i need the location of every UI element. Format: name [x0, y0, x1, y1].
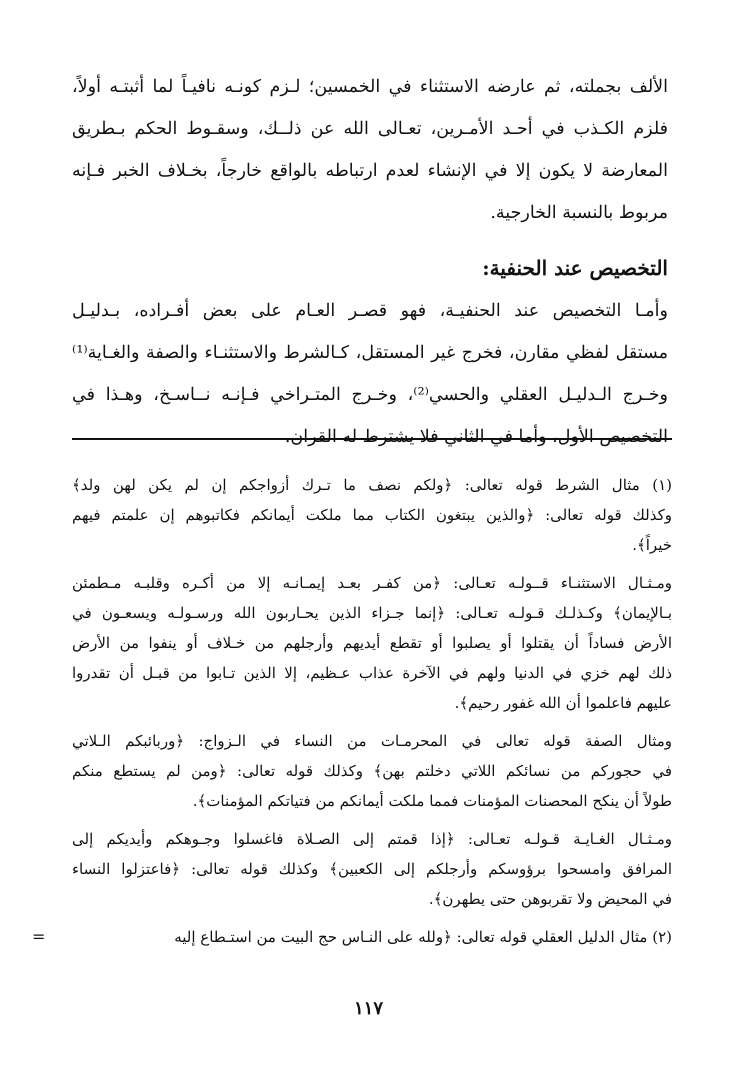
footnote-line: وكذلك قوله تعالى: ﴿والذين يبتغون الكتاب مما ملكت أيمانكم فكاتبوهم إن علمتم فيهم	[72, 506, 672, 524]
paragraph-line: الألف بجملته، ثم عارضه الاستثناء في الخمسين؛ لـزم كونـه نافيـاً لما أثبتـه أولاً،	[72, 77, 668, 97]
footnote-line: المرافق وامسحوا برؤوسكم وأرجلكم إلى الكعبين﴾ وكذلك قوله تعالى: ﴿فاعتزلوا النساء	[72, 860, 672, 878]
footnote-divider	[72, 438, 672, 440]
footnote-rational-evidence	[32, 922, 672, 952]
footnote-line: ومـثـال الاستثنـاء قــولـه تعـالى: ﴿من كفـر بعـد إيمـانـه إلا من أكـره وقلبـه مـطمئن	[72, 574, 672, 592]
paragraph-line: المعارضة لا يكون إلا في الإنشاء لعدم ارتباطه بالواقع خارجاً، بخـلاف الخبر فـإنه	[72, 161, 668, 181]
footnote-limit	[72, 824, 672, 914]
footnote-line: طولاً أن ينكح المحصنات المؤمنات فمما ملكت أيمانكم من فتياتكم المؤمنات﴾.	[192, 792, 672, 810]
section-heading: التخصيص عند الحنفية:	[482, 256, 668, 280]
paragraph-line: التخصيص الأول، وأما في الثاني فلا يشترط له القران.	[284, 427, 668, 447]
footnote-line: (١) مثال الشرط قوله تعالى: ﴿ولكم نصف ما تـرك أزواجكم إن لم يكن لهن ولد﴾	[72, 476, 672, 494]
paragraph-line: وأمـا التخصيص عند الحنفيـة، فهو قصـر العـام على بعض أفـراده، بـدليـل	[72, 301, 668, 321]
footnote-line: (٢) مثال الدليل العقلي قوله تعالى: ﴿ولله على النـاس حج البيت من استـطاع إليه	[174, 928, 672, 946]
paragraph-line: مستقل لفظي مقارن، فخرج غير المستقل، كـالشرط والاستثنـاء والصفة والغـاية⁽¹⁾	[72, 343, 668, 363]
footnote-condition	[72, 470, 672, 560]
footnote-exception	[72, 568, 672, 718]
footnote-line: ومثال الصفة قوله تعالى في المحرمـات من النساء في الـزواج: ﴿وربائبكم الـلاتي	[72, 732, 672, 750]
footnotes	[32, 470, 672, 960]
footnote-line: خيراً﴾.	[632, 536, 672, 554]
main-text	[72, 66, 668, 458]
footnote-line: في المحيض ولا تقربوهن حتى يطهرن﴾.	[428, 890, 672, 908]
footnote-line: في حجوركم من نسائكم اللاتي دخلتم بهن﴾ وكذلك قوله تعالى: ﴿ومن لم يستطع منكم	[72, 762, 672, 780]
continuation-mark: =	[32, 927, 46, 946]
footnote-line: الأرض فساداً أن يقتلوا أو يصلبوا أو تقطع أيديهم وأرجلهم من خـلاف أو ينفوا من الأرض	[72, 634, 672, 652]
footnote-attribute	[72, 726, 672, 816]
paragraph-line: فلزم الكـذب في أحـد الأمـرين، تعـالى الله عن ذلــك، وسقـوط الحكم بـطريق	[72, 119, 668, 139]
footnote-line: عليهم فاعلموا أن الله غفور رحيم﴾.	[454, 694, 672, 712]
footnote-line: ومـثـال الغـايـة قـولـه تعـالى: ﴿إذا قمتم إلى الصـلاة فاغسلوا وجـوهكم وأيديكم إلى	[72, 830, 672, 848]
paragraph-line: وخـرج الـدليـل العقلي والحسي⁽²⁾، وخـرج المتـراخي فـإنـه نــاسـخ، وهـذا في	[72, 385, 668, 405]
paragraph-line: مربوط بالنسبة الخارجية.	[490, 203, 668, 223]
page-number: ١١٧	[353, 998, 383, 1019]
footnote-line: بـالإيمان﴾ وكـذلـك قـولـه تعـالى: ﴿إنما جـزاء الذين يحـاربون الله ورسـولـه ويسعـون في	[72, 604, 672, 622]
footnote-line: ذلك لهم خزي في الدنيا ولهم في الآخرة عذاب عـظيم، إلا الذين تـابوا من قبـل أن تقدروا	[72, 664, 672, 682]
